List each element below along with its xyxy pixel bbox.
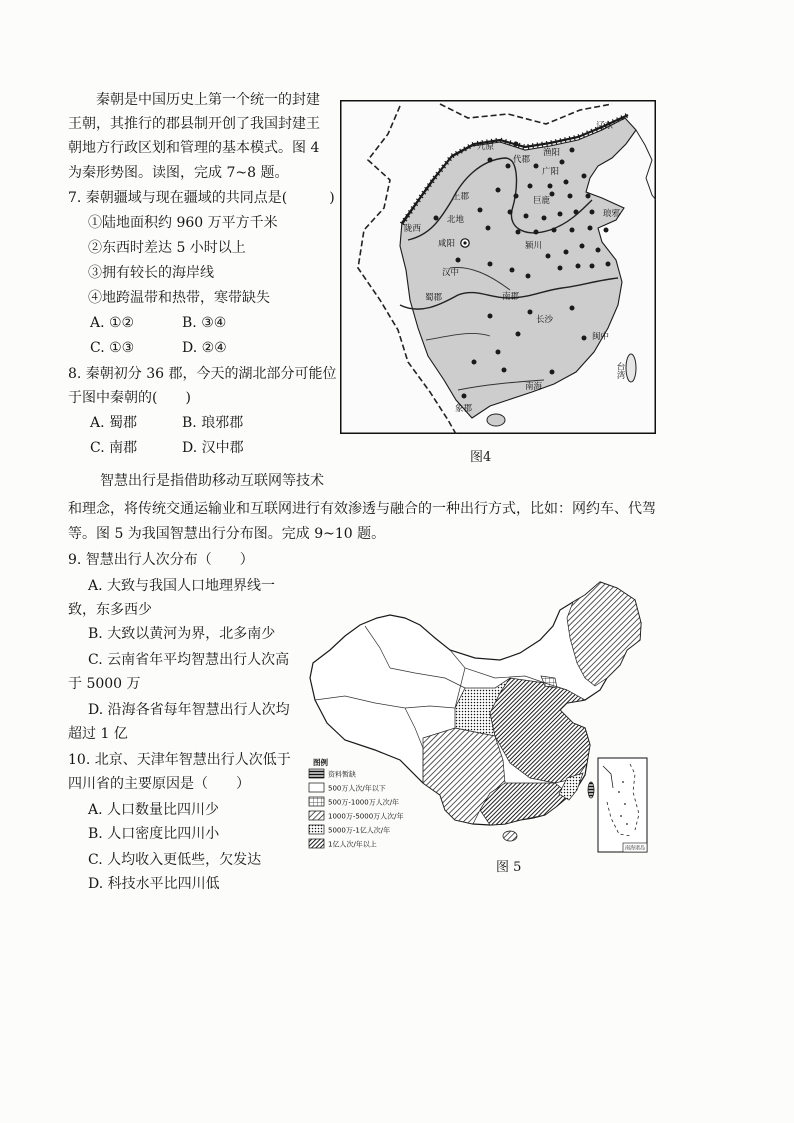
commandery-dot bbox=[514, 142, 519, 147]
map-region-taiwan bbox=[588, 782, 594, 798]
q8-option-a: A. 蜀郡 bbox=[90, 415, 138, 431]
legend-label: 资料暂缺 bbox=[328, 770, 356, 779]
commandery-dot bbox=[496, 350, 501, 355]
q9-option-b: B. 大致以黄河为界，北多南少 bbox=[88, 626, 276, 642]
map-label-jiuyuan: 九原 bbox=[477, 142, 495, 152]
commandery-dot bbox=[516, 230, 521, 235]
commandery-dot bbox=[590, 210, 595, 215]
commandery-dot bbox=[582, 174, 587, 179]
commandery-dot bbox=[528, 310, 533, 315]
legend-label: 1000万-5000万人次/年 bbox=[328, 812, 404, 821]
commandery-dot bbox=[488, 314, 493, 319]
commandery-dot bbox=[596, 248, 601, 253]
commandery-dot bbox=[502, 368, 507, 373]
q7-option-b: B. ③④ bbox=[182, 315, 227, 331]
commandery-dot bbox=[496, 188, 501, 193]
taiwan-island bbox=[626, 354, 636, 382]
commandery-dot bbox=[488, 262, 493, 267]
map-label-taiwan: 台湾 bbox=[615, 362, 625, 379]
legend-swatch-50m-100m bbox=[309, 825, 324, 834]
q8-stem: 8. 秦朝初分 36 郡，今天的湖北部分可能位 bbox=[68, 366, 337, 382]
map-label-longxi: 陇西 bbox=[404, 224, 422, 234]
q7-statement: ④地跨温带和热带，寒带缺失 bbox=[88, 290, 270, 306]
inset-label: 南海诸岛 bbox=[625, 845, 646, 852]
commandery-dot bbox=[534, 164, 539, 169]
map-label-minzhong: 闽中 bbox=[592, 332, 610, 342]
commandery-dot bbox=[570, 228, 575, 233]
commandery-dot bbox=[516, 332, 521, 337]
commandery-dot bbox=[524, 214, 529, 219]
legend-swatch-no-data bbox=[309, 769, 324, 778]
passage1-line: 朝地方行政区划和管理的基本模式。图 4 bbox=[68, 140, 320, 156]
map-label-xianyang: 咸阳 bbox=[438, 239, 456, 249]
commandery-dot bbox=[580, 244, 585, 249]
commandery-dot bbox=[478, 208, 483, 213]
commandery-dot bbox=[526, 274, 531, 279]
passage1-line: 秦朝是中国历史上第一个统一的封建 bbox=[96, 92, 320, 108]
q7-statement: ①陆地面积约 960 万平方千米 bbox=[88, 215, 278, 231]
q9-option-c-cont: 于 5000 万 bbox=[68, 676, 141, 692]
passage1-line: 为秦形势图。读图，完成 7~8 题。 bbox=[68, 165, 289, 181]
q7-statement: ③拥有较长的海岸线 bbox=[88, 265, 214, 281]
commandery-dot bbox=[606, 262, 611, 267]
commandery-dot bbox=[570, 306, 575, 311]
q8-option-b: B. 琅邪郡 bbox=[182, 415, 244, 431]
legend-title: 图例 bbox=[313, 758, 328, 767]
q9-option-d-cont: 超过 1 亿 bbox=[68, 726, 128, 742]
q7-statement: ②东西时差达 5 小时以上 bbox=[88, 240, 246, 256]
commandery-dot bbox=[550, 370, 555, 375]
figure4-caption: 图4 bbox=[470, 450, 492, 465]
commandery-dot bbox=[552, 228, 557, 233]
legend-swatch-10m-50m bbox=[309, 811, 324, 820]
q10-option-b: B. 人口密度比四川小 bbox=[88, 826, 220, 842]
commandery-dot bbox=[508, 210, 513, 215]
q8-option-d: D. 汉中郡 bbox=[182, 440, 244, 456]
figure4-qin-map bbox=[340, 100, 656, 434]
commandery-dot bbox=[586, 194, 591, 199]
commandery-dot bbox=[574, 210, 579, 215]
map-label-nanhai: 南海 bbox=[525, 382, 543, 392]
legend-swatch-under-5m bbox=[309, 783, 324, 792]
map-label-julu: 巨鹿 bbox=[533, 196, 551, 206]
q7-option-a: A. ①② bbox=[90, 315, 135, 331]
commandery-dot bbox=[462, 394, 467, 399]
commandery-dot bbox=[550, 192, 555, 197]
q9-option-d: D. 沿海各省每年智慧出行人次均 bbox=[88, 702, 290, 718]
legend-label: 5000万-1亿人次/年 bbox=[328, 826, 391, 835]
map-label-xiangjun: 象郡 bbox=[455, 404, 473, 414]
commandery-dot bbox=[506, 164, 511, 169]
q10-option-a: A. 人口数量比四川少 bbox=[88, 802, 220, 818]
map-label-beidi: 北地 bbox=[447, 215, 465, 225]
map-region-hainan bbox=[503, 831, 517, 841]
commandery-dot bbox=[564, 180, 569, 185]
map-label-yuyang: 渔阳 bbox=[543, 148, 561, 158]
commandery-dot bbox=[534, 230, 539, 235]
commandery-dot bbox=[472, 360, 477, 365]
legend-swatch-5m-10m bbox=[309, 797, 324, 806]
capital-marker-icon bbox=[461, 239, 469, 247]
q9-option-c: C. 云南省年平均智慧出行人次高 bbox=[88, 652, 290, 668]
commandery-dot bbox=[546, 254, 551, 259]
commandery-dot bbox=[528, 184, 533, 189]
passage2-line: 等。图 5 为我国智慧出行分布图。完成 9~10 题。 bbox=[68, 526, 386, 542]
map-label-nanjun: 南郡 bbox=[502, 292, 520, 302]
commandery-dot bbox=[564, 250, 569, 255]
commandery-dot bbox=[514, 194, 519, 199]
commandery-dot bbox=[582, 336, 587, 341]
figure5-caption: 图 5 bbox=[496, 860, 522, 875]
q7-option-c: C. ①③ bbox=[90, 340, 135, 356]
map-label-langya: 琅邪 bbox=[603, 209, 621, 219]
commandery-dot bbox=[604, 228, 609, 233]
commandery-dot bbox=[558, 266, 563, 271]
q10-option-c: C. 人均收入更低些，欠发达 bbox=[88, 852, 262, 868]
commandery-dot bbox=[568, 194, 573, 199]
commandery-dot bbox=[456, 258, 461, 263]
figure5-smart-mobility-map bbox=[305, 578, 651, 858]
commandery-dot bbox=[488, 158, 493, 163]
commandery-dot bbox=[558, 212, 563, 217]
commandery-dot bbox=[548, 184, 553, 189]
map-label-shangjun: 上郡 bbox=[452, 192, 470, 202]
commandery-dot bbox=[434, 216, 439, 221]
passage2-line: 和理念，将传统交通运输业和互联网进行有效渗透与融合的一种出行方式，比如：网约车、代驾 bbox=[68, 501, 656, 517]
q10-stem: 10. 北京、天津年智慧出行人次低于 bbox=[68, 752, 291, 768]
commandery-dot bbox=[576, 264, 581, 269]
map-label-daijun: 代郡 bbox=[513, 155, 531, 165]
map-label-liaodong: 辽东 bbox=[596, 121, 614, 131]
passage2-line: 智慧出行是指借助移动互联网等技术 bbox=[100, 473, 324, 489]
legend bbox=[309, 757, 404, 849]
commandery-dot bbox=[510, 268, 515, 273]
commandery-dot bbox=[486, 226, 491, 231]
commandery-dot bbox=[560, 160, 565, 165]
legend-label: 1亿人次/年以上 bbox=[328, 840, 377, 849]
commandery-dot bbox=[590, 264, 595, 269]
q9-stem: 9. 智慧出行人次分布（ ） bbox=[68, 552, 254, 568]
q7-stem: 7. 秦朝疆域与现在疆域的共同点是( ) bbox=[68, 190, 335, 206]
q8-stem: 于图中秦朝的( ) bbox=[68, 390, 191, 406]
q7-option-d: D. ②④ bbox=[182, 340, 227, 356]
commandery-dot bbox=[588, 226, 593, 231]
map-label-guangyang: 广阳 bbox=[542, 167, 560, 177]
q10-stem: 四川省的主要原因是（ ） bbox=[68, 776, 250, 792]
south-china-sea-inset bbox=[598, 758, 647, 852]
passage1-line: 王朝，其推行的郡县制开创了我国封建王 bbox=[68, 116, 320, 132]
legend-swatch-over-100m bbox=[309, 839, 324, 848]
q8-option-c: C. 南郡 bbox=[90, 440, 138, 456]
map-label-yingchuan: 颍川 bbox=[525, 241, 543, 251]
q9-option-a-cont: 致，东多西少 bbox=[68, 602, 152, 618]
q9-option-a: A. 大致与我国人口地理界线一 bbox=[88, 578, 276, 594]
legend-label: 500万人次/年以下 bbox=[328, 784, 386, 793]
q10-option-d: D. 科技水平比四川低 bbox=[88, 876, 220, 892]
commandery-dot bbox=[542, 216, 547, 221]
legend-label: 500万-1000万人次/年 bbox=[328, 798, 400, 807]
commandery-dot bbox=[570, 148, 575, 153]
map-label-changsha: 长沙 bbox=[536, 315, 554, 325]
hainan-island bbox=[487, 414, 505, 426]
map-label-shujun: 蜀郡 bbox=[425, 293, 443, 303]
map-label-hanzhong: 汉中 bbox=[442, 268, 460, 278]
